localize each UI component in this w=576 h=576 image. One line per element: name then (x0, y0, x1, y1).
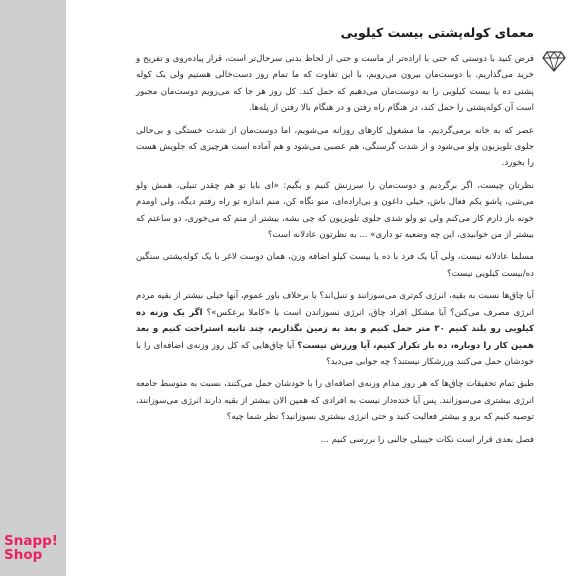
page-content (136, 24, 534, 454)
logo-line-2: Shop (4, 547, 43, 563)
logo-line-1: Snapp! (4, 533, 58, 549)
paragraph-list (136, 51, 534, 448)
paragraph (136, 288, 534, 370)
paragraph-text: مسلما عادلانه نیست، ولی آیا یک فرد با ده یا بیست کیلو اضافه وزن، همان دوست لاغر با یک کوله‌پشتی سنگین ده/بیست کیلویی نیست؟ (136, 252, 534, 279)
paragraph-bold-text: اگر یک وزنه ده کیلویی رو بلند کنیم ۳۰ متر حمل کنیم و بعد به زمین بگذاریم، چند ثانیه استراحت کنیم و بعد همین کار را دوباره، ده بار تکرار کنیم، آیا ورزش نیست؟ (136, 307, 534, 351)
diamond-icon (542, 50, 566, 72)
paragraph (136, 178, 534, 244)
paragraph-text: طبق تمام تحقیقات چاق‌ها که هر روز مدام وزنه‌ی اضافه‌ای را با خودشان حمل می‌کنند، نسبت به متوسط جامعه انرژی بیشتری می‌سوزانند. پس آیا خنده‌دار نیست به افرادی که همین الان بیشتر از بقیه دارند انرژی می‌سوزانند، توصیه کنیم که برو و بیشتر فعالیت کنید و حتی انرژی بیشتری بسوزانید؟ نظر شما چیه؟ (136, 379, 534, 423)
paragraph-text: آیا چاق‌هایی که کل روز وزنه‌ی اضافه‌ای را با خودشان حمل می‌کنند ورزشکار نیستند؟ چه جوابی می‌دید؟ (136, 340, 534, 367)
paragraph-text: آیا چاق‌ها نسبت به بقیه، انرژی کم‌تری می‌سوزانند و تنبل‌اند؟ یا برخلاف باور عموم، آنها خیلی بیشتر از بقیه مردم انرژی مصرف می‌کنن؟ آیا مشکل افراد چاق، انرژی نسوزاندن است یا «کاملا برعکس»؟ (136, 291, 534, 318)
paragraph-text: فصل بعدی قرار است نکات خیییلی جالبی را بررسی کنیم ... (320, 434, 534, 445)
page-title: معمای کوله‌پشتی بیست کیلویی (340, 25, 534, 40)
paragraph-text: عصر که به خانه برمی‌گردیم، ما مشغول کارهای روزانه می‌شویم، اما دوست‌مان از شدت خستگی و بی‌حالی جلوی تلویزیون ولو می‌شود و از شدت گرسنگی، هم عصبی می‌شود و هم آماده است هرچیزی که جلویش هست را بخورد. (136, 125, 534, 169)
book-page (66, 0, 576, 576)
paragraph-text: فرض کنید با دوستی که حتی با اراده‌تر از ماست و حتی از لحاظ بدنی سرحال‌تر است، قرار پیاده‌روی و تفریح و خرید می‌گذاریم. با دوست‌مان بیرون می‌رویم، با این تفاوت که ما تمام روز دست‌خالی هستیم ولی یک کوله پشتی ده یا بیست کیلویی را به دوست‌مان می‌دهیم که حمل کند. کل روز هر جا که می‌رویم دوست‌مان مجبور است آن کوله‌پشتی را حمل کند، در هنگام راه رفتن و در هنگام بالا رفتن از پله‌ها. (136, 54, 534, 114)
paragraph (136, 51, 534, 117)
paragraph (136, 432, 534, 448)
snapp-shop-logo (4, 534, 64, 562)
paragraph-text: نظرتان چیست، اگر برگردیم و دوست‌مان را سرزنش کنیم و بگیم: «ای بابا تو هم چقدر تنبلی، همش ولو می‌شی، پاشو یکم فعال باش، خیلی داغون و بی‌اراده‌ای، منو نگاه کن، منم اندازه تو راه رفتم دیگه، ولی اومدم خونه باز دارم کار می‌کنم ولی تو ولو شدی جلوی تلویزیون که چی بشه، بیشتر از منم که می‌خوری، دو ساعتم که بیشتر از من خوابیدی، این چه وضعیه تو داری» ... به نظرتون عادلانه است؟ (136, 180, 534, 241)
paragraph (136, 376, 534, 425)
paragraph (136, 123, 534, 172)
paragraph (136, 249, 534, 282)
